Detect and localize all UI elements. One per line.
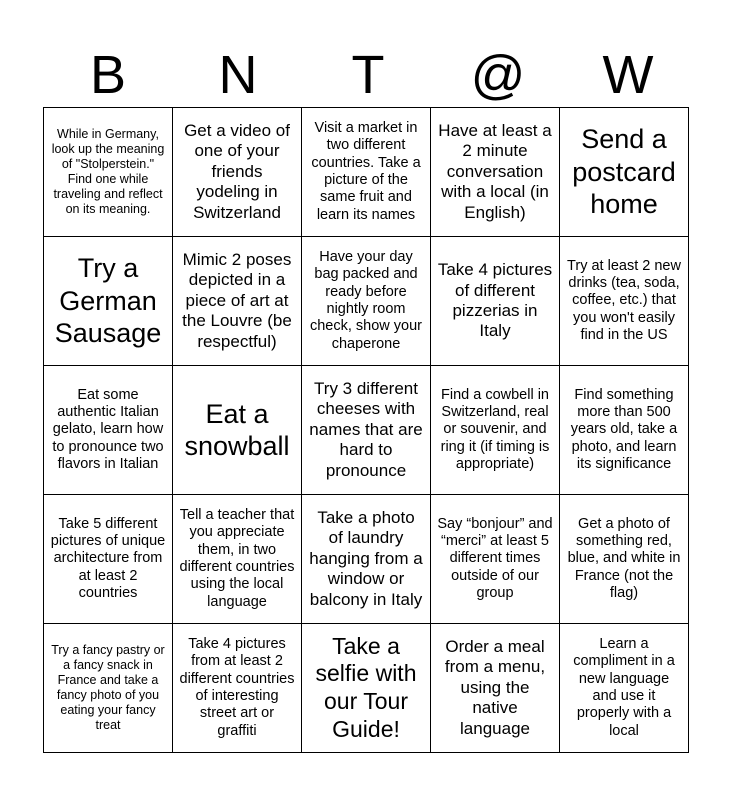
cell-text: While in Germany, look up the meaning of "Stolperstein." Find one while traveling and reflect on its meaning. xyxy=(51,127,165,216)
cell-text: Have your day bag packed and ready before nightly room check, show your chaperone xyxy=(309,248,423,352)
cell-text: Find a cowbell in Switzerland, real or souvenir, and ring it (if timing is appropriate) xyxy=(440,386,550,473)
bingo-cell xyxy=(560,108,689,237)
cell-text: Send a postcard home xyxy=(572,124,676,220)
cell-text: Take 4 pictures from at least 2 different countries of interesting street art or graffiti xyxy=(179,635,295,739)
cell-text: Get a photo of something red, blue, and white in France (not the flag) xyxy=(567,515,681,602)
bingo-row xyxy=(44,624,689,753)
cell-text: Take 4 pictures of different pizzerias in Italy xyxy=(437,260,553,341)
bingo-cell xyxy=(44,237,173,366)
bingo-cell xyxy=(431,495,560,624)
bingo-cell xyxy=(173,237,302,366)
header-letter-2: N xyxy=(218,45,258,105)
cell-text: Take 5 different pictures of unique architecture from at least 2 countries xyxy=(50,515,166,602)
cell-text: Tell a teacher that you appreciate them, in two different countries using the local language xyxy=(179,506,295,610)
bingo-cell xyxy=(173,108,302,237)
header-letter-4: @ xyxy=(470,45,526,105)
cell-text: Try 3 different cheeses with names that are hard to pronounce xyxy=(309,379,423,480)
bingo-cell xyxy=(302,108,431,237)
cell-text: Visit a market in two different countries. Take a picture of the same fruit and learn its names xyxy=(311,119,421,223)
bingo-cell xyxy=(44,495,173,624)
bingo-cell xyxy=(560,237,689,366)
cell-text: Eat some authentic Italian gelato, learn how to pronounce two flavors in Italian xyxy=(52,386,164,473)
bingo-cell xyxy=(431,624,560,753)
header-letter-5: W xyxy=(602,45,654,105)
cell-text: Find something more than 500 years old, take a photo, and learn its significance xyxy=(570,386,678,473)
cell-text: Have at least a 2 minute conversation with a local (in English) xyxy=(438,121,552,222)
bingo-row xyxy=(44,108,689,237)
cell-text: Take a selfie with our Tour Guide! xyxy=(315,632,417,742)
bingo-cell xyxy=(431,366,560,495)
cell-text: Say “bonjour” and “merci” at least 5 different times outside of our group xyxy=(437,515,553,602)
bingo-cell xyxy=(173,624,302,753)
cell-text: Try at least 2 new drinks (tea, soda, coffee, etc.) that you won't easily find in the US xyxy=(567,257,681,344)
cell-text: Eat a snowball xyxy=(184,398,290,461)
bingo-row xyxy=(44,237,689,366)
cell-text: Get a video of one of your friends yodeling in Switzerland xyxy=(184,121,290,222)
bingo-cell xyxy=(302,237,431,366)
bingo-cell xyxy=(173,366,302,495)
cell-text: Try a fancy pastry or a fancy snack in France and take a fancy photo of you eating your fancy treat xyxy=(51,643,165,732)
bingo-cell xyxy=(560,495,689,624)
cell-text: Mimic 2 poses depicted in a piece of art at the Louvre (be respectful) xyxy=(182,250,292,351)
bingo-row xyxy=(44,495,689,624)
cell-text: Order a meal from a menu, using the native language xyxy=(444,637,546,738)
header-letter-1: B xyxy=(89,45,127,105)
bingo-cell xyxy=(560,624,689,753)
bingo-row xyxy=(44,366,689,495)
header-letter-3: T xyxy=(351,45,385,105)
bingo-cell xyxy=(173,495,302,624)
cell-text: Try a German Sausage xyxy=(54,253,162,349)
bingo-cell xyxy=(302,624,431,753)
bingo-cell xyxy=(431,237,560,366)
bingo-cell xyxy=(431,108,560,237)
bingo-cell xyxy=(302,366,431,495)
bingo-header xyxy=(43,44,693,106)
bingo-cell xyxy=(44,624,173,753)
cell-text: Take a photo of laundry hanging from a window or balcony in Italy xyxy=(309,508,423,609)
bingo-cell xyxy=(302,495,431,624)
bingo-cell xyxy=(44,108,173,237)
bingo-board xyxy=(43,107,689,753)
cell-text: Learn a compliment in a new language and use it properly with a local xyxy=(573,635,675,739)
bingo-cell xyxy=(560,366,689,495)
bingo-cell xyxy=(44,366,173,495)
